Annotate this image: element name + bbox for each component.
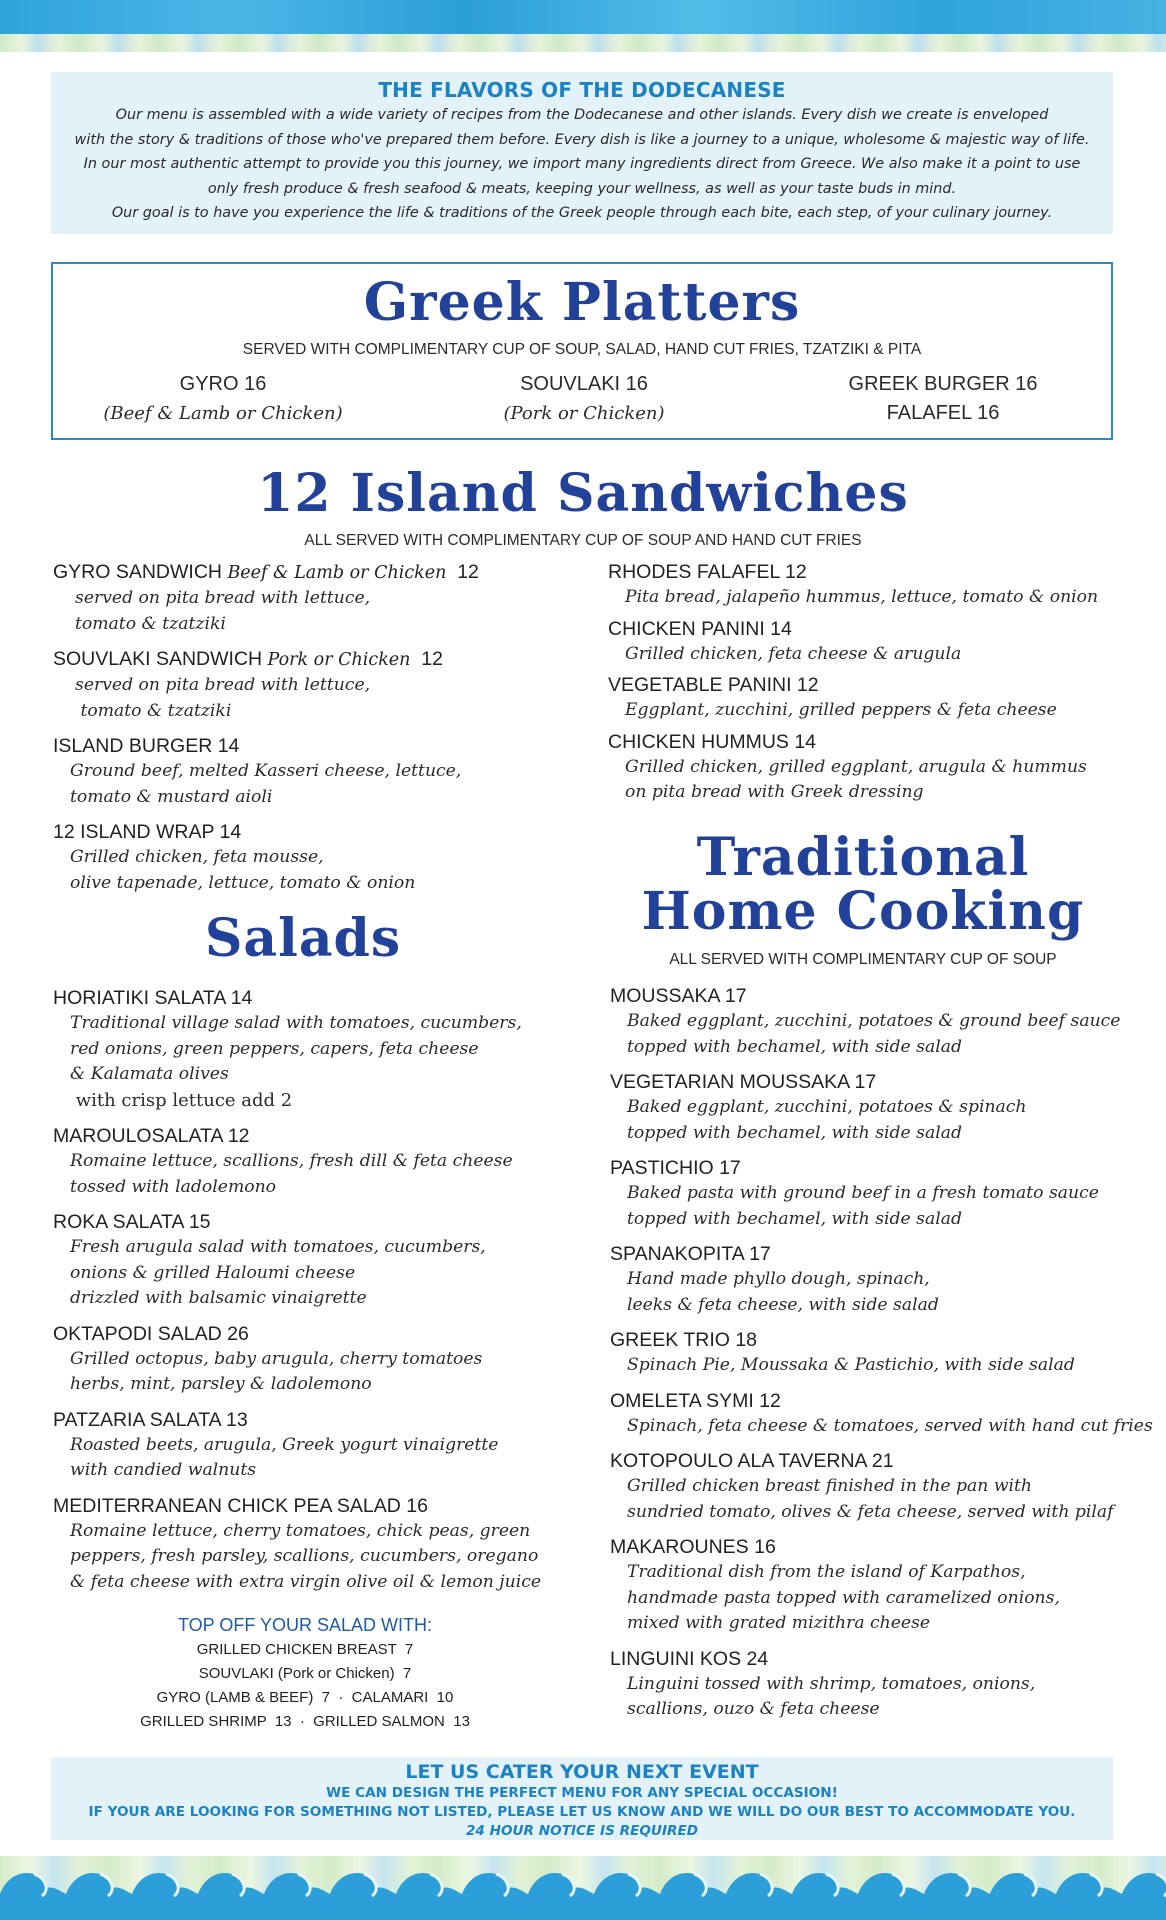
home-cooking-title-line1: Traditional bbox=[696, 827, 1030, 888]
platter-burger-name: GREEK BURGER 16 bbox=[848, 373, 1038, 395]
item-name: CHICKEN PANINI 14 bbox=[608, 617, 792, 640]
item-inline-note: Beef & Lamb or Chicken bbox=[227, 563, 447, 583]
item-desc: drizzled with balsamic vinaigrette bbox=[70, 1288, 367, 1308]
item-desc: topped with bechamel, with side salad bbox=[627, 1208, 962, 1229]
sandwiches-left-column bbox=[53, 559, 573, 905]
item-desc: on pita bread with Greek dressing bbox=[625, 782, 924, 802]
item-desc: served on pita bread with lettuce, bbox=[75, 588, 371, 608]
menu-item bbox=[608, 616, 1138, 668]
item-desc: tomato & mustard aioli bbox=[70, 786, 273, 807]
platter-souvlaki bbox=[434, 370, 734, 428]
intro-line: In our most authentic attempt to provide you this journey, we import many ingredients direct from Greece. We also make it a point to use bbox=[83, 156, 1081, 173]
menu-item bbox=[610, 1646, 1155, 1723]
item-desc: topped with bechamel, with side salad bbox=[627, 1122, 962, 1143]
sandwiches-title: 12 Island Sandwiches bbox=[257, 463, 909, 524]
catering-panel bbox=[51, 1757, 1113, 1840]
item-name: LINGUINI KOS 24 bbox=[610, 1647, 769, 1670]
item-name: VEGETABLE PANINI 12 bbox=[608, 674, 819, 696]
item-desc: Pita bread, jalapeño hummus, lettuce, tomato & onion bbox=[625, 587, 1099, 607]
item-desc: mixed with grated mizithra cheese bbox=[627, 1613, 931, 1633]
menu-item bbox=[53, 646, 573, 724]
menu-item bbox=[53, 733, 573, 810]
item-name: OMELETA SYMI 12 bbox=[610, 1389, 781, 1412]
item-desc: scallions, ouzo & feta cheese bbox=[627, 1699, 880, 1719]
platters-title: Greek Platters bbox=[363, 272, 801, 333]
platter-falafel-name: FALAFEL 16 bbox=[886, 402, 1000, 424]
item-desc: Grilled chicken breast finished in the pan with bbox=[627, 1476, 1033, 1496]
item-desc: olive tapenade, lettuce, tomato & onion bbox=[70, 872, 416, 893]
platter-gyro-note: (Beef & Lamb or Chicken) bbox=[103, 403, 343, 424]
item-desc: & feta cheese with extra virgin olive oil & lemon juice bbox=[70, 1571, 542, 1592]
item-desc: Traditional village salad with tomatoes, cucumbers, bbox=[70, 1013, 522, 1033]
item-desc: onions & grilled Haloumi cheese bbox=[70, 1262, 356, 1283]
item-name: PASTICHIO 17 bbox=[610, 1157, 741, 1179]
item-desc-addon: with crisp lettuce add 2 bbox=[70, 1089, 293, 1111]
item-desc: served on pita bread with lettuce, bbox=[75, 675, 371, 695]
intro-line: only fresh produce & fresh seafood & meats, keeping your wellness, as well as your taste buds in mind. bbox=[207, 180, 957, 197]
item-desc: tomato & tzatziki bbox=[75, 613, 226, 634]
top-sea-stripe bbox=[0, 0, 1166, 34]
menu-item bbox=[610, 1448, 1155, 1525]
item-name: OKTAPODI SALAD 26 bbox=[53, 1322, 249, 1345]
intro-title: THE FLAVORS OF THE DODECANESE bbox=[378, 78, 786, 102]
item-name: 12 ISLAND WRAP 14 bbox=[53, 821, 242, 843]
item-name: SOUVLAKI SANDWICH bbox=[53, 648, 263, 670]
item-desc: peppers, fresh parsley, scallions, cucumbers, oregano bbox=[70, 1546, 539, 1566]
item-name: SPANAKOPITA 17 bbox=[610, 1243, 771, 1265]
item-name: VEGETARIAN MOUSSAKA 17 bbox=[610, 1071, 877, 1093]
item-desc: Spinach Pie, Moussaka & Pastichio, with side salad bbox=[627, 1355, 1075, 1375]
item-inline-note: Pork or Chicken bbox=[267, 650, 411, 670]
topping-line: GYRO (LAMB & BEEF) 7 · CALAMARI 10 bbox=[156, 1689, 454, 1706]
platter-souvlaki-name: SOUVLAKI 16 bbox=[520, 373, 648, 395]
item-desc: Baked eggplant, zucchini, potatoes & ground beef sauce bbox=[627, 1011, 1121, 1031]
menu-item bbox=[53, 985, 593, 1114]
salads-column bbox=[53, 985, 593, 1604]
item-desc: Grilled octopus, baby arugula, cherry tomatoes bbox=[70, 1348, 483, 1369]
item-desc: sundried tomato, olives & feta cheese, served with pilaf bbox=[627, 1501, 1114, 1522]
menu-item bbox=[610, 1155, 1155, 1232]
intro-line: Our menu is assembled with a wide variety of recipes from the Dodecanese and other islands. Every dish we create is enveloped bbox=[115, 107, 1049, 123]
home-cooking-subtitle: ALL SERVED WITH COMPLIMENTARY CUP OF SOUP bbox=[669, 951, 1057, 968]
item-name: MOUSSAKA 17 bbox=[610, 985, 747, 1007]
item-desc: Traditional dish from the island of Karpathos, bbox=[627, 1562, 1026, 1582]
item-desc: red onions, green peppers, capers, feta cheese bbox=[70, 1038, 479, 1059]
item-name: MEDITERRANEAN CHICK PEA SALAD 16 bbox=[53, 1494, 428, 1517]
catering-notice: 24 HOUR NOTICE IS REQUIRED bbox=[465, 1823, 699, 1839]
item-desc: tomato & tzatziki bbox=[75, 700, 232, 721]
catering-line: IF YOUR ARE LOOKING FOR SOMETHING NOT LISTED, PLEASE LET US KNOW AND WE WILL DO OUR BEST TO ACCOMMODATE YOU. bbox=[88, 1804, 1076, 1820]
item-name: RHODES FALAFEL 12 bbox=[608, 561, 807, 583]
home-cooking-column bbox=[610, 983, 1155, 1732]
topping-line: GRILLED SHRIMP 13 · GRILLED SALMON 13 bbox=[140, 1713, 470, 1730]
item-name: MAKAROUNES 16 bbox=[610, 1536, 776, 1558]
sandwiches-subtitle: ALL SERVED WITH COMPLIMENTARY CUP OF SOUP AND HAND CUT FRIES bbox=[304, 532, 862, 549]
item-desc: Grilled chicken, feta cheese & arugula bbox=[625, 643, 962, 664]
menu-item bbox=[53, 1493, 593, 1596]
salad-toppings bbox=[51, 1612, 559, 1734]
wave-pattern-icon bbox=[0, 1864, 1166, 1920]
menu-item bbox=[610, 1388, 1155, 1440]
item-name: MAROULOSALATA 12 bbox=[53, 1125, 250, 1147]
platter-gyro bbox=[73, 370, 373, 428]
intro-line: with the story & traditions of those who've prepared them before. Every dish is like a journey to a unique, wholesome & majestic way of life. bbox=[74, 131, 1090, 148]
item-name: CHICKEN HUMMUS 14 bbox=[608, 730, 817, 753]
platters-subtitle: SERVED WITH COMPLIMENTARY CUP OF SOUP, SALAD, HAND CUT FRIES, TZATZIKI & PITA bbox=[242, 341, 922, 358]
item-price: 12 bbox=[457, 561, 479, 583]
item-desc: herbs, mint, parsley & ladolemono bbox=[70, 1374, 372, 1394]
item-desc: Baked pasta with ground beef in a fresh tomato sauce bbox=[627, 1183, 1099, 1203]
item-desc: with candied walnuts bbox=[70, 1460, 257, 1480]
intro-line: Our goal is to have you experience the life & traditions of the Greek people through each bite, each step, of your culinary journey. bbox=[111, 205, 1053, 222]
top-mosaic-stripe bbox=[0, 34, 1166, 52]
item-desc: Fresh arugula salad with tomatoes, cucumbers, bbox=[70, 1237, 486, 1257]
bottom-wave-band bbox=[0, 1856, 1166, 1920]
item-desc: Grilled chicken, feta mousse, bbox=[70, 847, 324, 867]
menu-item bbox=[608, 729, 1138, 806]
menu-item bbox=[53, 1321, 593, 1398]
item-desc: Spinach, feta cheese & tomatoes, served with hand cut fries bbox=[627, 1415, 1153, 1436]
salads-title: Salads bbox=[204, 908, 402, 969]
item-desc: Romaine lettuce, cherry tomatoes, chick peas, green bbox=[70, 1520, 531, 1541]
menu-item bbox=[610, 983, 1155, 1060]
item-desc: Ground beef, melted Kasseri cheese, lettuce, bbox=[70, 761, 462, 781]
top-decorative-band bbox=[0, 0, 1166, 52]
toppings-title: TOP OFF YOUR SALAD WITH: bbox=[177, 1615, 433, 1635]
intro-panel bbox=[51, 72, 1113, 234]
item-desc: Roasted beets, arugula, Greek yogurt vinaigrette bbox=[70, 1434, 499, 1455]
platter-burger-falafel bbox=[793, 370, 1093, 428]
menu-item bbox=[608, 559, 1138, 611]
menu-item bbox=[53, 1209, 593, 1312]
topping-line: GRILLED CHICKEN BREAST 7 bbox=[196, 1641, 414, 1658]
item-desc: topped with bechamel, with side salad bbox=[627, 1036, 962, 1057]
item-desc: Grilled chicken, grilled eggplant, arugula & hummus bbox=[625, 756, 1087, 777]
menu-item bbox=[53, 819, 573, 896]
item-name: HORIATIKI SALATA 14 bbox=[53, 987, 253, 1009]
item-name: ISLAND BURGER 14 bbox=[53, 735, 240, 757]
item-desc: Baked eggplant, zucchini, potatoes & spinach bbox=[627, 1097, 1027, 1117]
greek-platters-box bbox=[51, 262, 1113, 440]
item-desc: & Kalamata olives bbox=[70, 1064, 229, 1084]
menu-item bbox=[610, 1327, 1155, 1379]
item-name: GYRO SANDWICH bbox=[53, 561, 223, 583]
item-price: 12 bbox=[421, 648, 443, 670]
topping-line: SOUVLAKI (Pork or Chicken) 7 bbox=[198, 1665, 412, 1682]
item-name: PATZARIA SALATA 13 bbox=[53, 1408, 248, 1431]
item-name: GREEK TRIO 18 bbox=[610, 1329, 758, 1351]
item-desc: Eggplant, zucchini, grilled peppers & feta cheese bbox=[625, 700, 1057, 720]
platter-souvlaki-note: (Pork or Chicken) bbox=[503, 403, 665, 424]
menu-item bbox=[610, 1534, 1155, 1637]
catering-title: LET US CATER YOUR NEXT EVENT bbox=[405, 1761, 759, 1783]
item-name: ROKA SALATA 15 bbox=[53, 1211, 211, 1233]
item-desc: Hand made phyllo dough, spinach, bbox=[627, 1269, 930, 1289]
item-desc: handmade pasta topped with caramelized onions, bbox=[627, 1587, 1060, 1608]
item-desc: Linguini tossed with shrimp, tomatoes, onions, bbox=[627, 1673, 1036, 1694]
catering-line: WE CAN DESIGN THE PERFECT MENU FOR ANY SPECIAL OCCASION! bbox=[326, 1785, 838, 1801]
menu-item bbox=[53, 1407, 593, 1484]
item-name: KOTOPOULO ALA TAVERNA 21 bbox=[610, 1450, 894, 1472]
menu-item bbox=[53, 1123, 593, 1200]
menu-item bbox=[610, 1069, 1155, 1146]
platter-gyro-name: GYRO 16 bbox=[179, 373, 267, 395]
item-desc: tossed with ladolemono bbox=[70, 1176, 277, 1197]
sandwiches-right-column bbox=[608, 559, 1138, 815]
menu-item bbox=[608, 672, 1138, 724]
item-desc: leeks & feta cheese, with side salad bbox=[627, 1294, 939, 1315]
menu-item bbox=[610, 1241, 1155, 1318]
item-desc: Romaine lettuce, scallions, fresh dill & feta cheese bbox=[70, 1151, 513, 1171]
menu-item bbox=[53, 559, 573, 637]
home-cooking-title-line2: Home Cooking bbox=[641, 881, 1085, 942]
